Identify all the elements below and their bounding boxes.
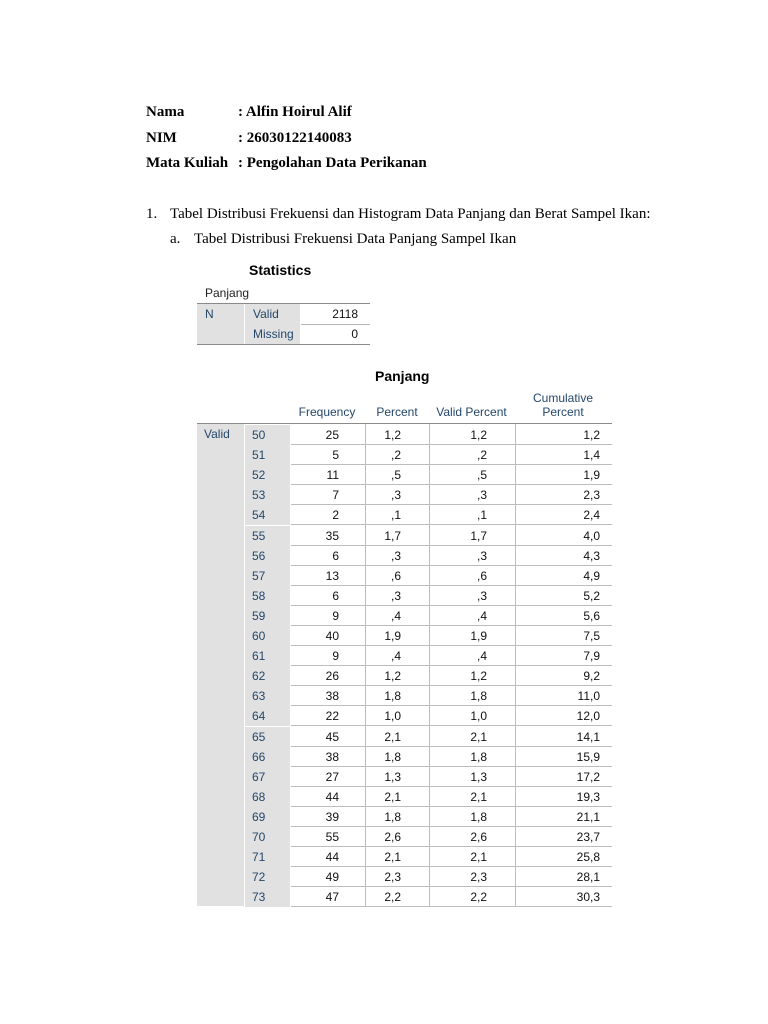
- row-value-label: [245, 626, 290, 646]
- row-value-text: 67: [252, 769, 266, 784]
- frequency-cell: 45: [325, 729, 339, 744]
- percent-cell: ,4: [390, 608, 401, 623]
- cumulative-percent-cell: 5,2: [583, 588, 600, 603]
- valid-percent-cell: 1,2: [470, 428, 487, 442]
- valid-label-cell: [197, 424, 244, 906]
- statistics-missing-label: Missing: [253, 327, 294, 341]
- header-value: : Pengolahan Data Perikanan: [238, 155, 427, 171]
- statistics-table: [197, 304, 370, 344]
- row-value-label: [245, 566, 290, 586]
- valid-percent-cell: 1,3: [470, 769, 487, 784]
- row-value-text: 68: [252, 789, 266, 804]
- frequency-cell: 9: [332, 608, 339, 623]
- frequency-cell: 9: [332, 649, 339, 664]
- frequency-cell: 11: [326, 468, 339, 483]
- section-number: 1.: [146, 206, 158, 222]
- frequency-cell: 35: [325, 528, 339, 543]
- percent-cell: 2,3: [384, 870, 401, 885]
- valid-percent-cell: ,6: [476, 568, 487, 583]
- valid-percent-cell: 1,9: [470, 629, 487, 643]
- percent-cell: ,3: [390, 488, 401, 503]
- percent-cell: 1,7: [384, 528, 401, 543]
- row-value-text: 69: [252, 809, 266, 824]
- valid-percent-cell: 1,8: [470, 809, 487, 824]
- cumulative-percent-cell: 2,4: [583, 508, 600, 523]
- row-value-label: [245, 606, 290, 626]
- valid-percent-cell: 1,0: [470, 709, 487, 724]
- section-text: Tabel Distribusi Frekuensi dan Histogram Data Panjang dan Berat Sampel Ikan:: [170, 206, 651, 222]
- frequency-cell: 13: [325, 568, 339, 583]
- row-value-text: 57: [252, 568, 266, 583]
- percent-cell: 2,1: [384, 850, 401, 865]
- cumulative-percent-cell: 25,8: [576, 850, 600, 865]
- percent-cell: 1,0: [384, 709, 401, 724]
- column-divider: [365, 424, 366, 906]
- percent-cell: 2,2: [384, 890, 401, 905]
- cumulative-percent-cell: 5,6: [583, 608, 600, 623]
- cumulative-percent-cell: 4,3: [583, 548, 600, 563]
- row-value-text: 51: [252, 448, 266, 463]
- percent-cell: 1,2: [384, 428, 401, 442]
- valid-percent-cell: 1,2: [470, 669, 487, 684]
- row-value-label: [245, 546, 290, 566]
- row-value-text: 62: [252, 669, 266, 684]
- valid-percent-cell: ,3: [476, 588, 487, 603]
- valid-percent-cell: 2,6: [470, 830, 487, 844]
- row-value-label: [245, 485, 290, 505]
- percent-cell: 1,2: [384, 669, 401, 684]
- column-header-cumulative-percent: Cumulative Percent: [532, 391, 594, 419]
- cumulative-percent-cell: 1,2: [583, 428, 600, 442]
- frequency-cell: 40: [325, 629, 339, 643]
- frequency-cell: 25: [325, 428, 339, 442]
- cumulative-percent-cell: 23,7: [576, 830, 600, 844]
- statistics-title: Statistics: [249, 262, 312, 278]
- statistics-valid-value: 2118: [332, 307, 358, 321]
- cumulative-percent-cell: 4,9: [583, 568, 600, 583]
- valid-percent-cell: 2,1: [470, 789, 487, 804]
- cumulative-percent-cell: 1,4: [583, 448, 600, 463]
- frequency-cell: 55: [325, 830, 339, 844]
- percent-cell: 1,8: [384, 809, 401, 824]
- header-value: : Alfin Hoirul Alif: [238, 104, 352, 120]
- cumulative-percent-cell: 19,3: [576, 789, 600, 804]
- header-row-nama: [146, 103, 352, 121]
- cumulative-percent-cell: 11,0: [577, 689, 600, 704]
- cumulative-percent-cell: 15,9: [576, 749, 600, 764]
- statistics-n-label: N: [205, 307, 214, 321]
- valid-percent-cell: 2,1: [470, 850, 487, 865]
- percent-cell: ,5: [390, 468, 401, 483]
- row-value-text: 71: [252, 850, 266, 865]
- frequency-cell: 26: [325, 669, 339, 684]
- row-value-label: [245, 807, 290, 827]
- row-value-text: 54: [252, 508, 266, 523]
- valid-percent-cell: 1,7: [470, 528, 487, 543]
- header-row-mata-kuliah: [146, 154, 427, 172]
- row-value-label: [245, 827, 290, 847]
- column-divider: [429, 424, 430, 906]
- percent-cell: ,2: [390, 448, 401, 463]
- row-value-label: [245, 727, 290, 747]
- row-value-label: [245, 706, 290, 726]
- valid-percent-cell: 1,8: [470, 689, 487, 704]
- valid-percent-cell: ,4: [476, 608, 487, 623]
- section-1a-heading: [170, 230, 516, 248]
- header-value: : 26030122140083: [238, 130, 352, 146]
- row-value-text: 70: [252, 830, 266, 844]
- valid-percent-cell: 2,2: [470, 890, 487, 905]
- frequency-cell: 22: [325, 709, 339, 724]
- cumulative-percent-cell: 1,9: [583, 468, 600, 483]
- percent-cell: ,4: [390, 649, 401, 664]
- cumulative-percent-cell: 9,2: [583, 669, 600, 684]
- frequency-cell: 47: [325, 890, 339, 905]
- row-divider: [291, 906, 612, 907]
- frequency-cell: 39: [325, 809, 339, 824]
- row-value-text: 53: [252, 488, 266, 503]
- column-header-frequency: Frequency: [298, 405, 356, 419]
- row-value-label: [245, 465, 290, 485]
- valid-percent-cell: ,5: [476, 468, 487, 483]
- percent-cell: 1,8: [384, 749, 401, 764]
- percent-cell: 2,1: [384, 789, 401, 804]
- section-text: Tabel Distribusi Frekuensi Data Panjang Sampel Ikan: [194, 231, 517, 247]
- cumulative-percent-cell: 12,0: [576, 709, 600, 724]
- row-value-text: 64: [252, 709, 266, 724]
- section-number: a.: [170, 231, 181, 247]
- row-value-label: [245, 666, 290, 686]
- row-value-label: [245, 887, 290, 907]
- cumulative-percent-cell: 28,1: [576, 870, 600, 885]
- percent-cell: ,3: [390, 588, 401, 603]
- row-value-label: [245, 425, 290, 445]
- row-value-label: [245, 586, 290, 606]
- row-value-text: 52: [252, 468, 266, 483]
- row-value-label: [245, 767, 290, 787]
- row-value-text: 60: [252, 629, 266, 643]
- header-label: Nama: [146, 104, 185, 120]
- frequency-cell: 5: [332, 448, 339, 463]
- row-value-label: [245, 445, 290, 465]
- valid-percent-cell: ,1: [476, 508, 487, 523]
- cumulative-percent-cell: 2,3: [583, 488, 600, 503]
- frequency-cell: 7: [332, 488, 339, 503]
- cumulative-percent-cell: 30,3: [576, 890, 600, 905]
- column-header-valid-percent: Valid Percent: [436, 405, 507, 419]
- row-value-label: [245, 686, 290, 706]
- frequency-cell: 38: [325, 689, 339, 704]
- percent-cell: 2,1: [384, 729, 401, 744]
- row-value-text: 59: [252, 608, 266, 623]
- row-value-text: 55: [252, 528, 266, 543]
- cumulative-percent-cell: 7,5: [583, 629, 600, 643]
- row-value-text: 66: [252, 749, 266, 764]
- row-value-text: 58: [252, 588, 266, 603]
- cumulative-percent-cell: 17,2: [576, 769, 600, 784]
- column-divider: [515, 424, 516, 906]
- percent-cell: 1,3: [384, 769, 401, 784]
- row-value-label: [245, 847, 290, 867]
- row-value-text: 50: [252, 428, 266, 442]
- row-value-text: 73: [252, 890, 266, 905]
- percent-cell: 2,6: [384, 830, 401, 844]
- row-value-text: 63: [252, 689, 266, 704]
- valid-group-label: Valid: [204, 427, 230, 441]
- cumulative-percent-cell: 14,1: [576, 729, 600, 744]
- frequency-cell: 2: [332, 508, 339, 523]
- row-value-text: 56: [252, 548, 266, 563]
- header-row-nim: [146, 129, 352, 147]
- header-label: NIM: [146, 130, 177, 146]
- table-bottom-border: [197, 344, 370, 345]
- row-value-label: [245, 747, 290, 767]
- frequency-cell: 6: [332, 548, 339, 563]
- cumulative-percent-cell: 4,0: [583, 528, 600, 543]
- percent-cell: ,3: [390, 548, 401, 563]
- statistics-missing-value: 0: [351, 327, 358, 341]
- valid-percent-cell: ,3: [476, 488, 487, 503]
- percent-cell: ,6: [390, 568, 401, 583]
- row-value-text: 61: [252, 649, 266, 664]
- row-value-label: [245, 505, 290, 525]
- section-1-heading: [146, 205, 651, 223]
- frequency-cell: 49: [325, 870, 339, 885]
- valid-percent-cell: ,4: [476, 649, 487, 664]
- table-header-border: [197, 423, 612, 424]
- valid-percent-cell: ,2: [476, 448, 487, 463]
- statistics-variable: Panjang: [205, 286, 250, 300]
- frequency-cell: 6: [332, 588, 339, 603]
- frequency-table-title: Panjang: [375, 368, 430, 384]
- row-value-label: [245, 867, 290, 887]
- frequency-cell: 27: [325, 769, 339, 784]
- row-value-label: [245, 646, 290, 666]
- percent-cell: 1,8: [384, 689, 401, 704]
- valid-percent-cell: ,3: [476, 548, 487, 563]
- row-value-label: [245, 787, 290, 807]
- frequency-cell: 38: [325, 749, 339, 764]
- cumulative-percent-cell: 21,1: [576, 809, 600, 824]
- row-value-label: [245, 526, 290, 546]
- frequency-cell: 44: [325, 789, 339, 804]
- row-divider: [301, 324, 370, 325]
- valid-percent-cell: 2,3: [470, 870, 487, 885]
- percent-cell: 1,9: [384, 629, 401, 643]
- column-header-percent: Percent: [376, 405, 418, 419]
- valid-percent-cell: 2,1: [470, 729, 487, 744]
- percent-cell: ,1: [390, 508, 401, 523]
- frequency-cell: 44: [325, 850, 339, 865]
- row-value-text: 72: [252, 870, 266, 885]
- header-label: Mata Kuliah: [146, 155, 229, 171]
- row-value-text: 65: [252, 729, 266, 744]
- valid-percent-cell: 1,8: [470, 749, 487, 764]
- cumulative-percent-cell: 7,9: [583, 649, 600, 664]
- statistics-valid-label: Valid: [253, 307, 279, 321]
